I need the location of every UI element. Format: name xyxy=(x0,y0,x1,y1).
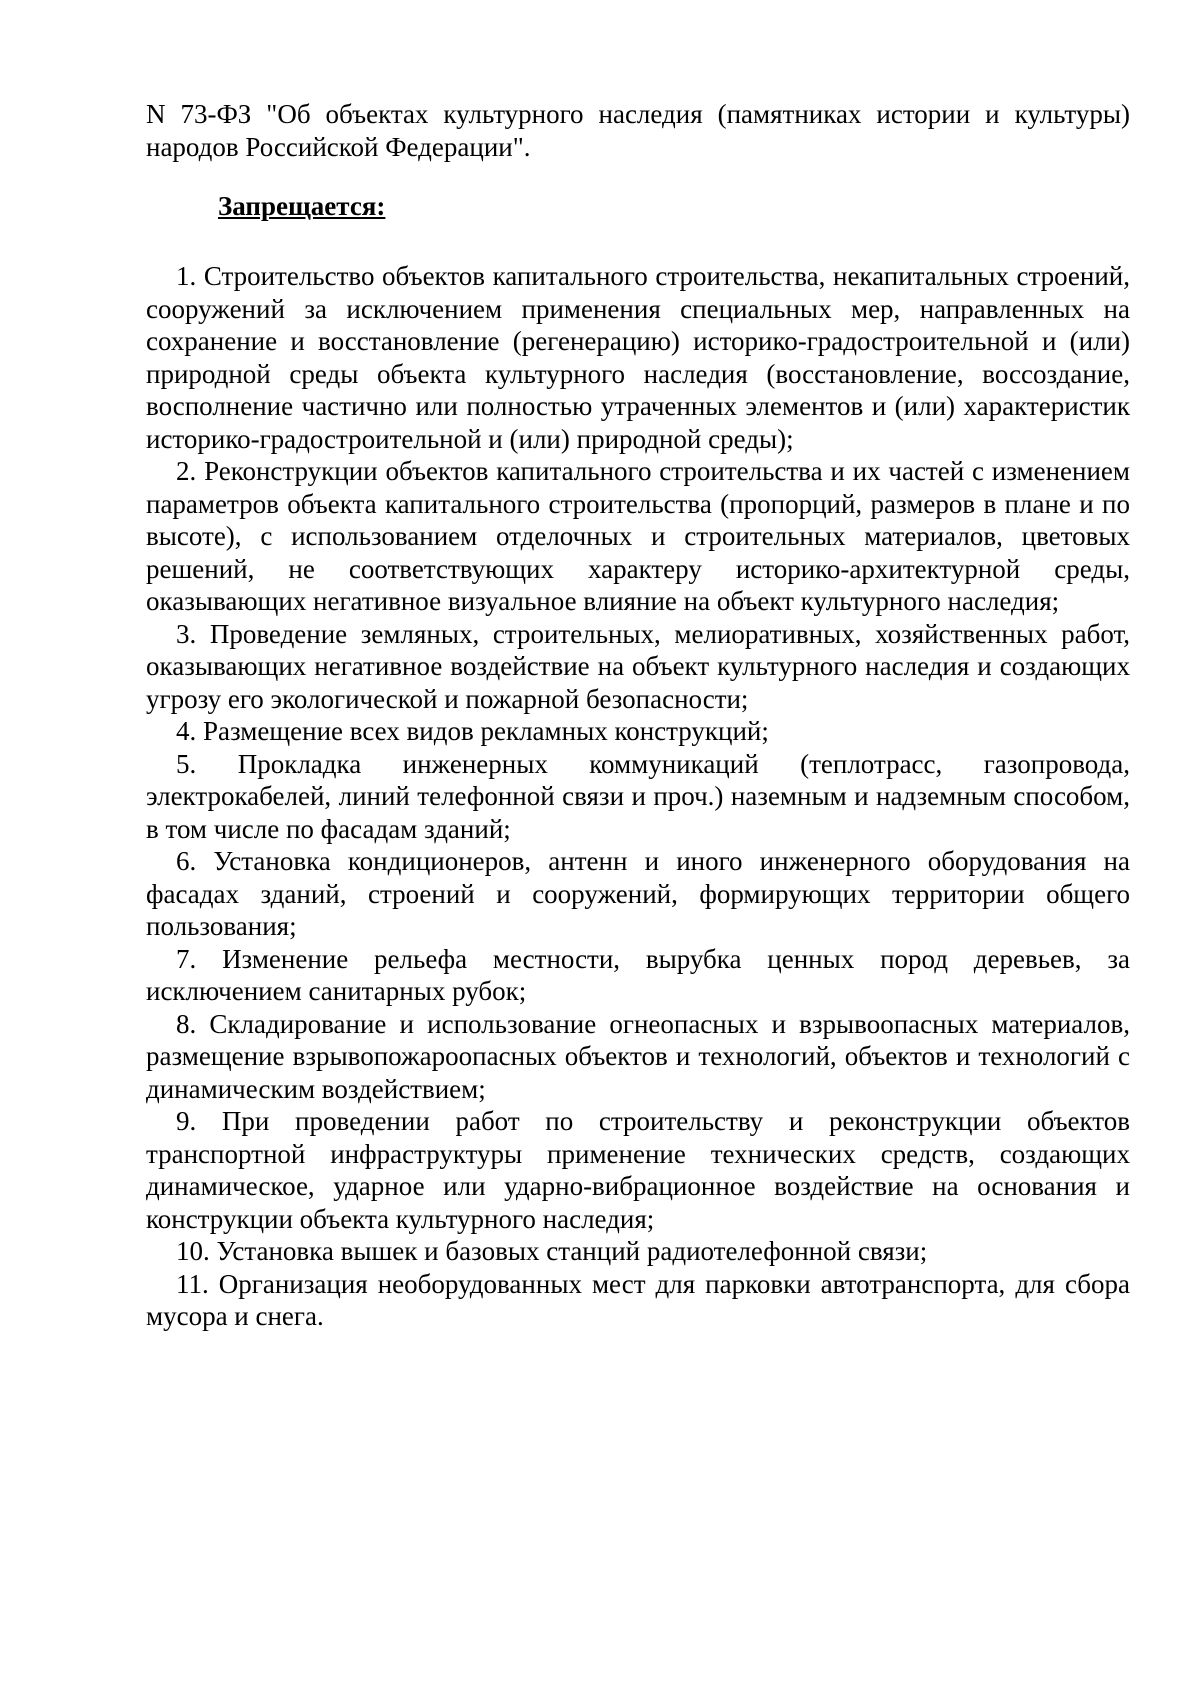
list-item: 1. Строительство объектов капитального строительства, некапитальных строений, сооружений за исключением применения специальных мер, направленных на сохранение и восстановление (регенерацию) историко-градостроительной и (или) природной среды объекта культурного наследия (восстановление, воссоздание, восполнение частично или полностью утраченных элементов и (или) характеристик историко-градостроительной и (или) природной среды); xyxy=(146,261,1130,454)
prohibitions-list xyxy=(146,260,1130,1333)
list-item: 6. Установка кондиционеров, антенн и иного инженерного оборудования на фасадах зданий, строений и сооружений, формирующих территории общего пользования; xyxy=(146,846,1130,941)
list-item: 5. Прокладка инженерных коммуникаций (теплотрасс, газопровода, электрокабелей, линий телефонной связи и проч.) наземным и надземным способом, в том числе по фасадам зданий; xyxy=(146,748,1130,844)
list-item: 7. Изменение рельефа местности, вырубка ценных пород деревьев, за исключением санитарных рубок; xyxy=(146,943,1130,1006)
intro-paragraph: N 73-ФЗ "Об объектах культурного наследия (памятниках истории и культуры) народов Российской Федерации". xyxy=(146,99,1130,162)
list-item: 4. Размещение всех видов рекламных конструкций; xyxy=(176,716,769,746)
list-item: 2. Реконструкции объектов капитального строительства и их частей с изменением параметров объекта капитального строительства (пропорций, размеров в плане и по высоте), с использованием отделочных и строительных материалов, цветовых решений, не соответствующих характеру историко-архитектурной среды, оказывающих негативное визуальное влияние на объект культурного наследия; xyxy=(146,456,1130,616)
section-heading: Запрещается: xyxy=(218,191,386,221)
list-item: 9. При проведении работ по строительству и реконструкции объектов транспортной инфраструктуры применение технических средств, создающих динамическое, ударное или ударно-вибрационное воздействие на основания и конструкции объекта культурного наследия; xyxy=(146,1106,1130,1234)
list-item: 11. Организация необорудованных мест для парковки автотранспорта, для сбора мусора и снега. xyxy=(146,1268,1130,1331)
list-item: 8. Складирование и использование огнеопасных и взрывоопасных материалов, размещение взрывопожароопасных объектов и технологий, объектов и технологий с динамическим воздействием; xyxy=(146,1008,1130,1104)
list-item: 3. Проведение земляных, строительных, мелиоративных, хозяйственных работ, оказывающих негативное воздействие на объект культурного наследия и создающих угрозу его экологической и пожарной безопасности; xyxy=(146,618,1130,714)
list-item: 10. Установка вышек и базовых станций радиотелефонной связи; xyxy=(176,1236,928,1266)
